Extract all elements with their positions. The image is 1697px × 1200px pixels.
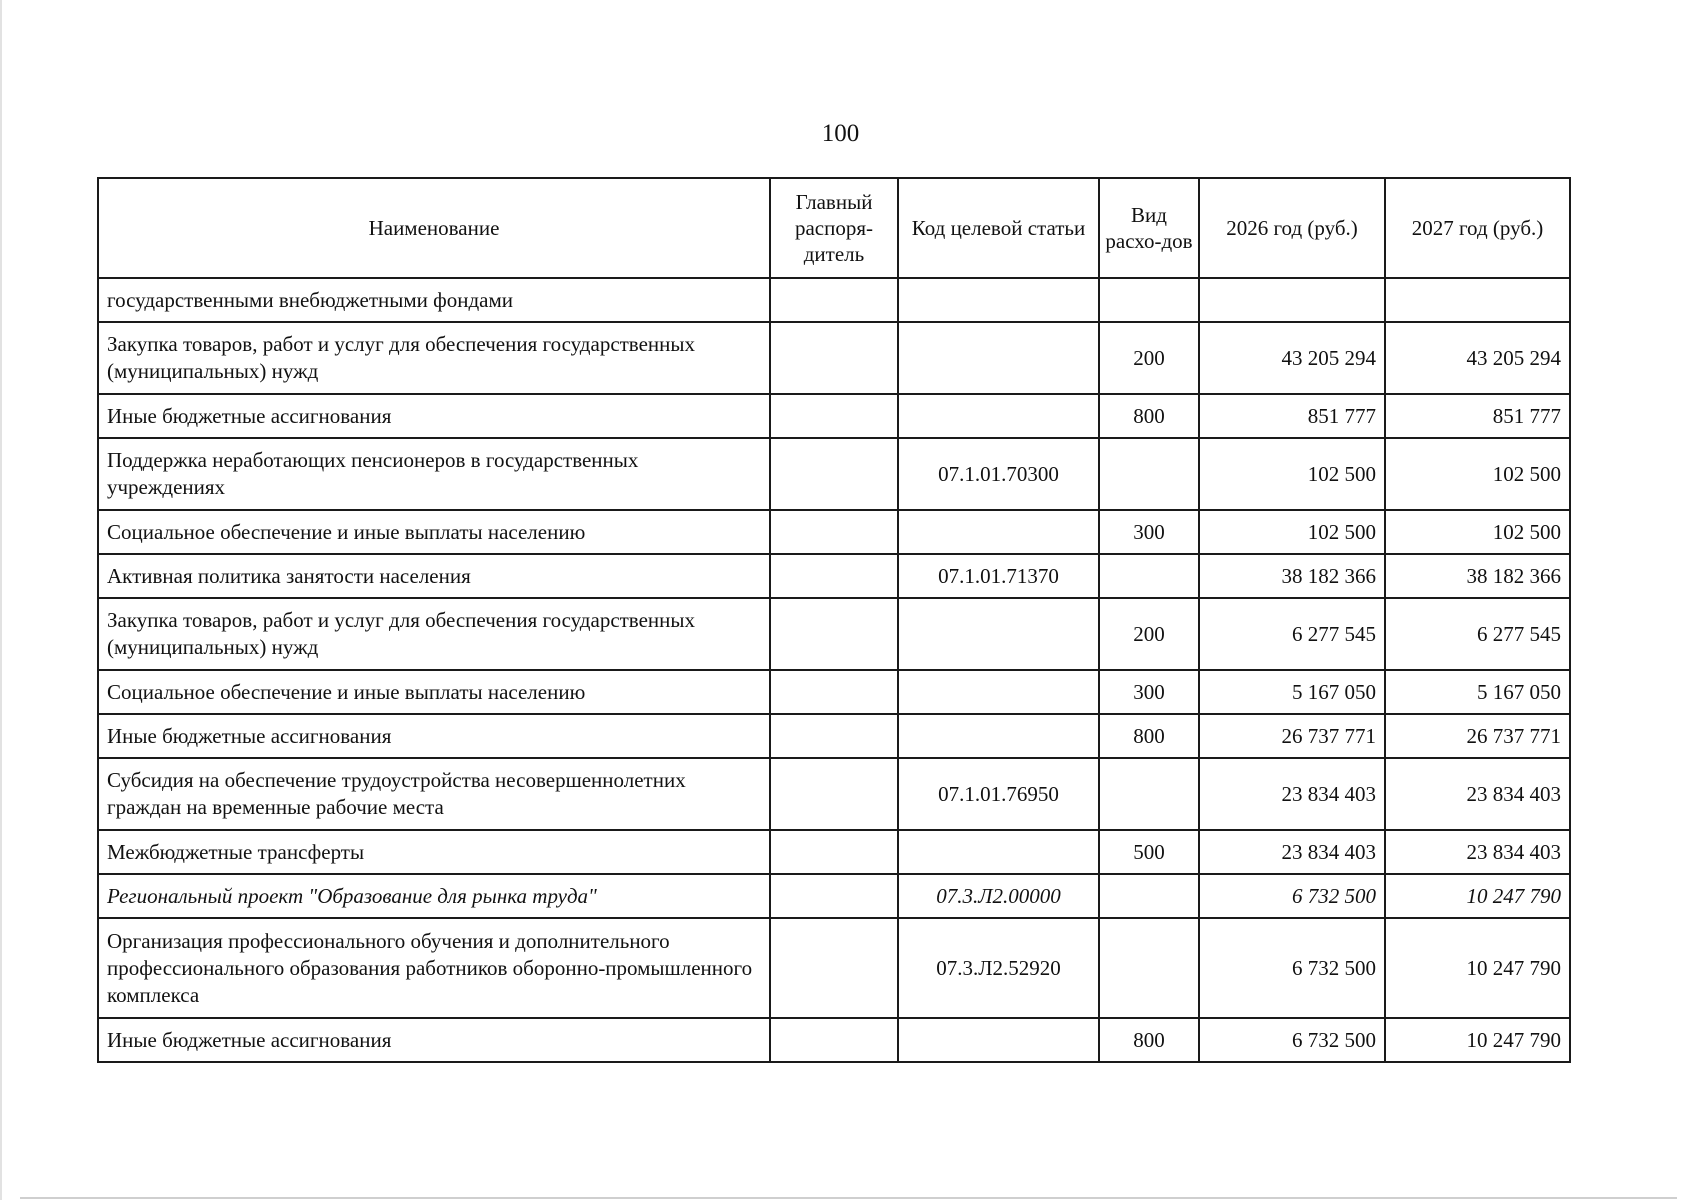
- table-row: [98, 278, 1570, 322]
- row-name: Активная политика занятости населения: [98, 554, 770, 598]
- row-amount-2026: [1199, 278, 1385, 322]
- row-amount-2027: 6 277 545: [1385, 598, 1570, 670]
- row-kind: 800: [1099, 1018, 1199, 1062]
- row-code: 07.1.01.71370: [898, 554, 1099, 598]
- header-2027: 2027 год (руб.): [1385, 178, 1570, 278]
- row-amount-2026: 38 182 366: [1199, 554, 1385, 598]
- row-admin: [770, 278, 898, 322]
- row-code: 07.1.01.76950: [898, 758, 1099, 830]
- row-code: [898, 322, 1099, 394]
- row-kind: 200: [1099, 322, 1199, 394]
- table-row: [98, 758, 1570, 830]
- row-amount-2026: 6 732 500: [1199, 874, 1385, 918]
- row-amount-2026: 26 737 771: [1199, 714, 1385, 758]
- row-amount-2026: 23 834 403: [1199, 830, 1385, 874]
- header-code: Код целевой статьи: [898, 178, 1099, 278]
- row-name: Социальное обеспечение и иные выплаты населению: [98, 510, 770, 554]
- header-admin: Главный распоря-дитель: [770, 178, 898, 278]
- row-name: государственными внебюджетными фондами: [98, 278, 770, 322]
- row-kind: [1099, 758, 1199, 830]
- table-row: [98, 830, 1570, 874]
- row-name: Закупка товаров, работ и услуг для обеспечения государственных (муниципальных) нужд: [98, 322, 770, 394]
- row-admin: [770, 1018, 898, 1062]
- row-amount-2026: 23 834 403: [1199, 758, 1385, 830]
- row-code: [898, 830, 1099, 874]
- row-amount-2026: 851 777: [1199, 394, 1385, 438]
- table-row: [98, 510, 1570, 554]
- row-amount-2027: 10 247 790: [1385, 874, 1570, 918]
- table-row: [98, 1018, 1570, 1062]
- row-code: [898, 670, 1099, 714]
- row-name: Иные бюджетные ассигнования: [98, 394, 770, 438]
- page-number: 100: [821, 120, 860, 147]
- row-amount-2027: 851 777: [1385, 394, 1570, 438]
- row-kind: 300: [1099, 510, 1199, 554]
- row-code: [898, 278, 1099, 322]
- table-header-row: [98, 178, 1570, 278]
- table-body: [98, 278, 1570, 1062]
- row-kind: [1099, 874, 1199, 918]
- row-amount-2026: 6 732 500: [1199, 1018, 1385, 1062]
- header-name: Наименование: [98, 178, 770, 278]
- row-amount-2026: 102 500: [1199, 510, 1385, 554]
- row-admin: [770, 758, 898, 830]
- row-name: Иные бюджетные ассигнования: [98, 1018, 770, 1062]
- scan-bottom-line: [20, 1197, 1677, 1199]
- row-code: 07.3.Л2.00000: [898, 874, 1099, 918]
- row-admin: [770, 510, 898, 554]
- row-amount-2026: 102 500: [1199, 438, 1385, 510]
- row-name: Организация профессионального обучения и дополнительного профессионального образования работников оборонно-промышленного комплекса: [98, 918, 770, 1018]
- row-amount-2026: 43 205 294: [1199, 322, 1385, 394]
- table-row: [98, 554, 1570, 598]
- row-amount-2027: 23 834 403: [1385, 758, 1570, 830]
- row-kind: 200: [1099, 598, 1199, 670]
- row-admin: [770, 438, 898, 510]
- header-2026: 2026 год (руб.): [1199, 178, 1385, 278]
- row-name: Закупка товаров, работ и услуг для обеспечения государственных (муниципальных) нужд: [98, 598, 770, 670]
- row-code: [898, 598, 1099, 670]
- table-row: [98, 918, 1570, 1018]
- row-code: 07.1.01.70300: [898, 438, 1099, 510]
- row-amount-2026: 6 732 500: [1199, 918, 1385, 1018]
- row-admin: [770, 554, 898, 598]
- row-kind: [1099, 918, 1199, 1018]
- row-admin: [770, 322, 898, 394]
- row-admin: [770, 874, 898, 918]
- row-amount-2027: 43 205 294: [1385, 322, 1570, 394]
- row-admin: [770, 670, 898, 714]
- row-amount-2027: 23 834 403: [1385, 830, 1570, 874]
- row-name: Иные бюджетные ассигнования: [98, 714, 770, 758]
- row-name: Поддержка неработающих пенсионеров в государственных учреждениях: [98, 438, 770, 510]
- row-name: Социальное обеспечение и иные выплаты населению: [98, 670, 770, 714]
- table-row: [98, 670, 1570, 714]
- row-amount-2027: 102 500: [1385, 510, 1570, 554]
- row-amount-2027: 102 500: [1385, 438, 1570, 510]
- row-amount-2026: 6 277 545: [1199, 598, 1385, 670]
- table-row: [98, 438, 1570, 510]
- table-row: [98, 598, 1570, 670]
- row-code: [898, 1018, 1099, 1062]
- row-code: [898, 394, 1099, 438]
- row-admin: [770, 394, 898, 438]
- row-kind: 800: [1099, 714, 1199, 758]
- row-kind: [1099, 554, 1199, 598]
- table-row: [98, 322, 1570, 394]
- row-name: Межбюджетные трансферты: [98, 830, 770, 874]
- header-kind: Вид расхо-дов: [1099, 178, 1199, 278]
- row-kind: 300: [1099, 670, 1199, 714]
- row-amount-2027: 38 182 366: [1385, 554, 1570, 598]
- table-row: [98, 874, 1570, 918]
- row-amount-2027: 26 737 771: [1385, 714, 1570, 758]
- row-kind: [1099, 278, 1199, 322]
- budget-table: [97, 177, 1571, 1063]
- row-admin: [770, 918, 898, 1018]
- row-amount-2026: 5 167 050: [1199, 670, 1385, 714]
- row-admin: [770, 830, 898, 874]
- row-amount-2027: 10 247 790: [1385, 1018, 1570, 1062]
- row-kind: [1099, 438, 1199, 510]
- row-name: Региональный проект "Образование для рынка труда": [98, 874, 770, 918]
- row-code: [898, 714, 1099, 758]
- row-kind: 500: [1099, 830, 1199, 874]
- table-row: [98, 714, 1570, 758]
- row-amount-2027: [1385, 278, 1570, 322]
- table-row: [98, 394, 1570, 438]
- row-kind: 800: [1099, 394, 1199, 438]
- row-amount-2027: 5 167 050: [1385, 670, 1570, 714]
- scan-left-edge: [0, 0, 2, 1200]
- row-name: Субсидия на обеспечение трудоустройства несовершеннолетних граждан на временные рабочие места: [98, 758, 770, 830]
- row-amount-2027: 10 247 790: [1385, 918, 1570, 1018]
- row-admin: [770, 598, 898, 670]
- row-code: [898, 510, 1099, 554]
- row-code: 07.3.Л2.52920: [898, 918, 1099, 1018]
- row-admin: [770, 714, 898, 758]
